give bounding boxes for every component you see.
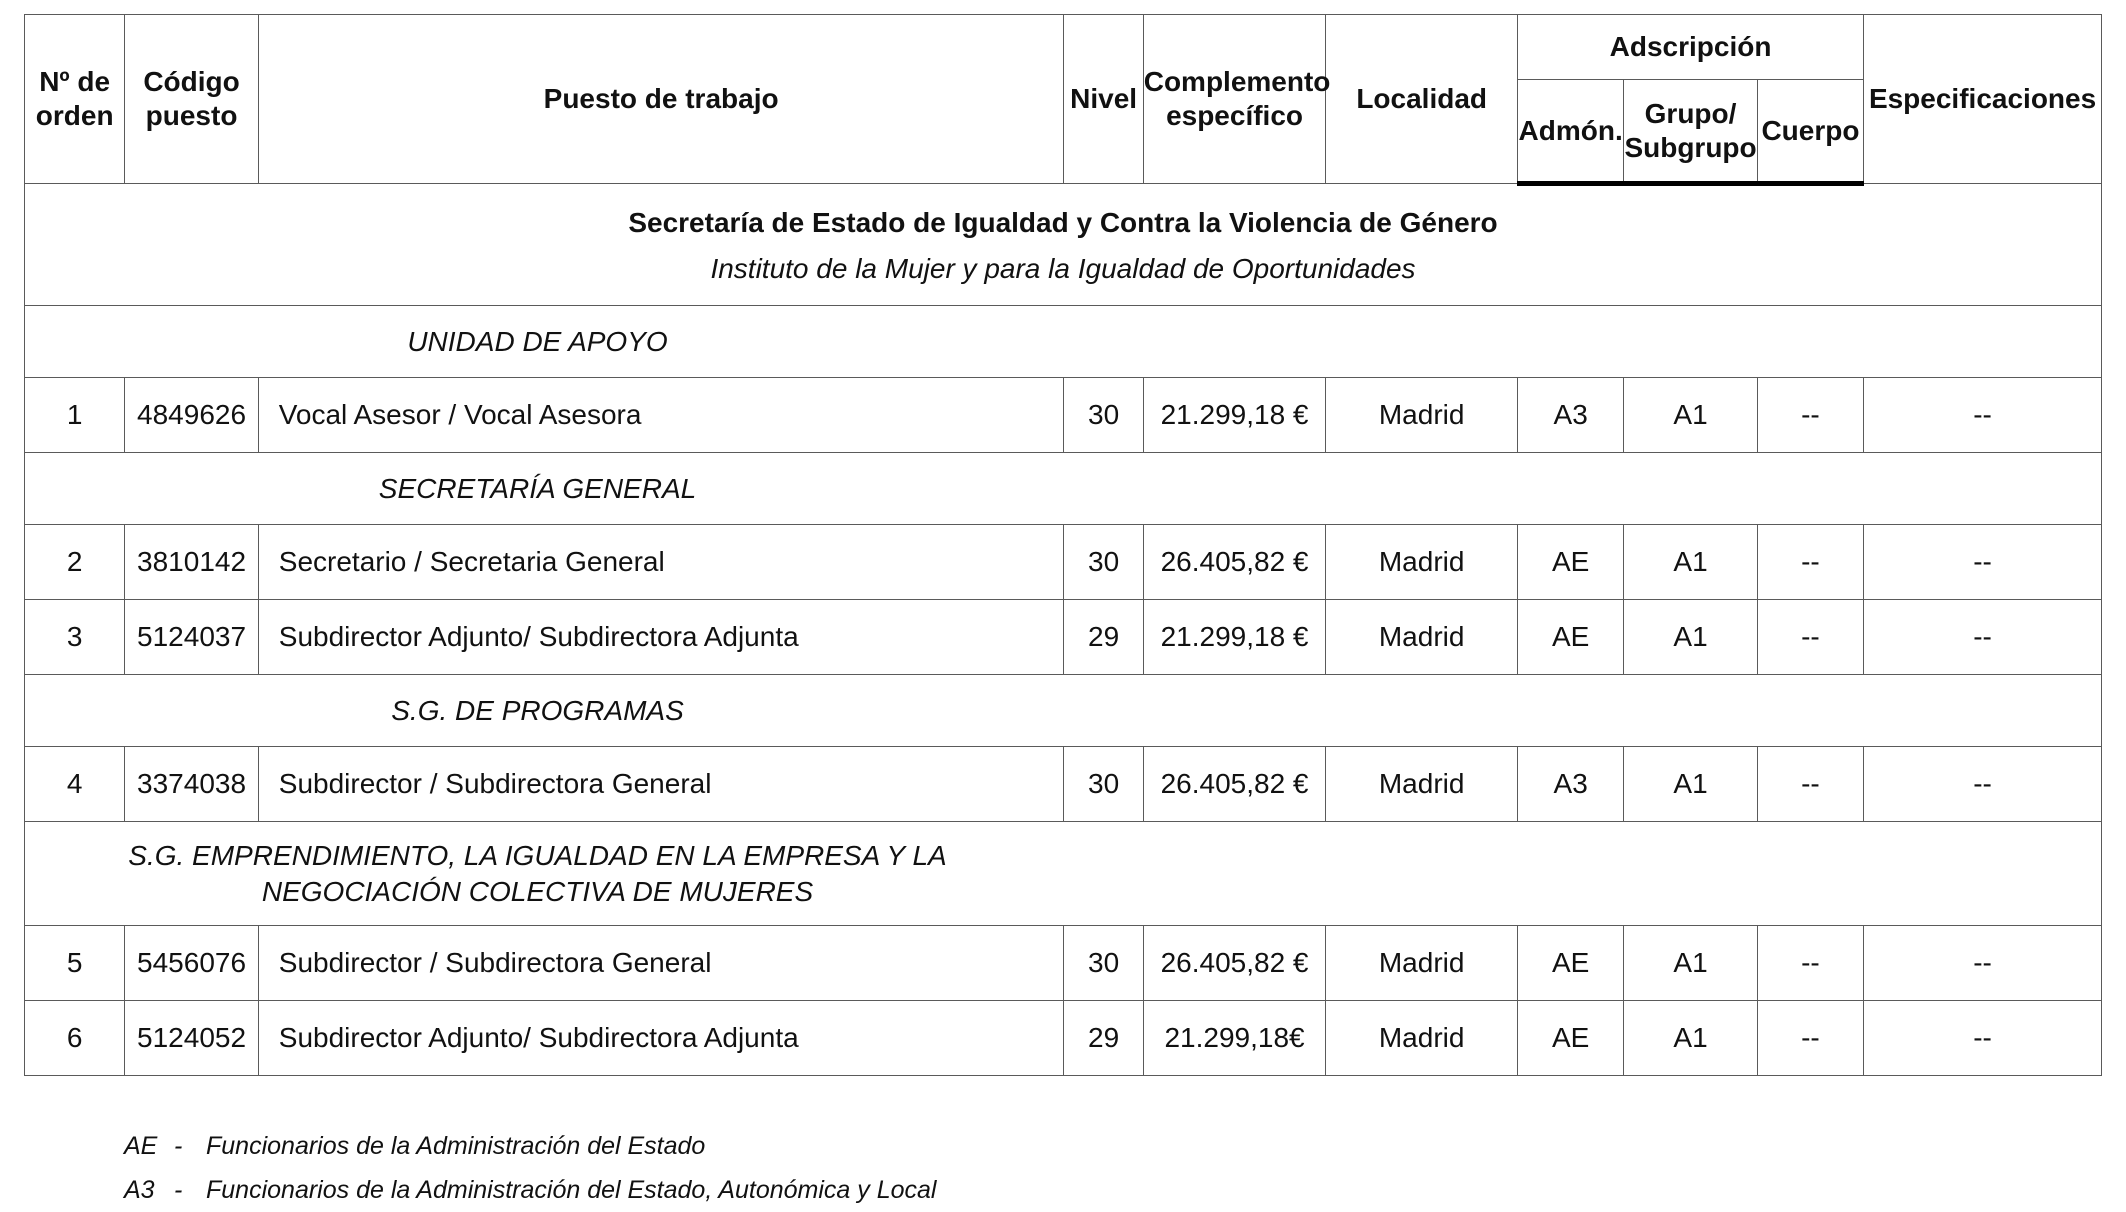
cell-grupo: A1 [1624,1001,1757,1076]
cell-orden: 6 [25,1001,125,1076]
legend-dash: - [174,1132,183,1160]
header-especificaciones: Especificaciones [1864,15,2102,184]
cell-codigo: 4849626 [125,378,258,453]
table-row [25,926,2102,1001]
cell-complemento: 26.405,82 € [1143,926,1326,1001]
cell-nivel: 29 [1064,600,1143,675]
cell-orden: 2 [25,525,125,600]
section-label: SECRETARÍA GENERAL [378,472,697,504]
cell-especificaciones: -- [1864,525,2102,600]
cell-admon: AE [1517,525,1623,600]
header-localidad: Localidad [1326,15,1518,184]
header-orden: Nº de orden [25,15,125,184]
cell-complemento: 26.405,82 € [1143,747,1326,822]
cell-localidad: Madrid [1326,600,1518,675]
cell-codigo: 3810142 [125,525,258,600]
cell-puesto: Subdirector Adjunto/ Subdirectora Adjunta [258,1001,1064,1076]
cell-admon: AE [1517,600,1623,675]
cell-codigo: 5124037 [125,600,258,675]
header-nivel: Nivel [1064,15,1143,184]
cell-grupo: A1 [1624,378,1757,453]
cell-localidad: Madrid [1326,378,1518,453]
table-row [25,525,2102,600]
cell-especificaciones: -- [1864,378,2102,453]
cell-admon: A3 [1517,747,1623,822]
section-label-line1: S.G. EMPRENDIMIENTO, LA IGUALDAD EN LA EMPRESA Y LA [128,839,947,871]
cell-cuerpo: -- [1757,378,1863,453]
cell-nivel: 30 [1064,926,1143,1001]
cell-codigo: 5124052 [125,1001,258,1076]
cell-localidad: Madrid [1326,1001,1518,1076]
legend-item [124,1124,936,1168]
header-complemento: Complemento específico [1143,15,1326,184]
section-label: S.G. DE PROGRAMAS [391,694,684,726]
header-codigo: Código puesto [125,15,258,184]
cell-complemento: 26.405,82 € [1143,525,1326,600]
cell-admon: AE [1517,926,1623,1001]
header-cuerpo: Cuerpo [1757,80,1863,184]
section-label-line2: NEGOCIACIÓN COLECTIVA DE MUJERES [261,875,814,907]
organismo-title [25,184,2102,306]
cell-orden: 3 [25,600,125,675]
legend [124,1124,936,1212]
legend-text: Funcionarios de la Administración del Estado [206,1132,706,1160]
table-row [25,747,2102,822]
cell-grupo: A1 [1624,747,1757,822]
cell-especificaciones: -- [1864,926,2102,1001]
section-heading [25,822,2102,926]
cell-complemento: 21.299,18€ [1143,1001,1326,1076]
section-heading [25,675,2102,747]
cell-nivel: 30 [1064,378,1143,453]
cell-nivel: 29 [1064,1001,1143,1076]
legend-code: A3 [124,1176,155,1204]
header-puesto: Puesto de trabajo [258,15,1064,184]
instituto-subtitle: Instituto de la Mujer y para la Igualdad de Oportunidades [710,252,1416,284]
cell-complemento: 21.299,18 € [1143,378,1326,453]
cell-codigo: 3374038 [125,747,258,822]
section-heading [25,306,2102,378]
cell-grupo: A1 [1624,926,1757,1001]
cell-admon: A3 [1517,378,1623,453]
cell-codigo: 5456076 [125,926,258,1001]
legend-code: AE [124,1132,158,1160]
cell-cuerpo: -- [1757,600,1863,675]
secretaria-title: Secretaría de Estado de Igualdad y Contra la Violencia de Género [628,206,1498,238]
cell-puesto: Subdirector Adjunto/ Subdirectora Adjunta [258,600,1064,675]
cell-puesto: Secretario / Secretaria General [258,525,1064,600]
table-row [25,378,2102,453]
cell-puesto: Vocal Asesor / Vocal Asesora [258,378,1064,453]
cell-especificaciones: -- [1864,600,2102,675]
cell-localidad: Madrid [1326,525,1518,600]
cell-orden: 5 [25,926,125,1001]
cell-localidad: Madrid [1326,926,1518,1001]
section-label: UNIDAD DE APOYO [407,325,668,357]
cell-localidad: Madrid [1326,747,1518,822]
cell-orden: 1 [25,378,125,453]
table-row [25,1001,2102,1076]
cell-nivel: 30 [1064,525,1143,600]
section-heading [25,453,2102,525]
cell-cuerpo: -- [1757,1001,1863,1076]
cell-especificaciones: -- [1864,747,2102,822]
header-admon: Admón. [1517,80,1623,184]
table-row [25,600,2102,675]
cell-orden: 4 [25,747,125,822]
cell-grupo: A1 [1624,600,1757,675]
cell-cuerpo: -- [1757,525,1863,600]
cell-nivel: 30 [1064,747,1143,822]
cell-cuerpo: -- [1757,747,1863,822]
cell-puesto: Subdirector / Subdirectora General [258,926,1064,1001]
header-grupo: Grupo/ Subgrupo [1624,80,1757,184]
positions-table [24,14,2102,1076]
cell-puesto: Subdirector / Subdirectora General [258,747,1064,822]
cell-especificaciones: -- [1864,1001,2102,1076]
legend-item [124,1168,936,1212]
header-adscripcion: Adscripción [1517,15,1863,80]
legend-dash: - [174,1176,183,1204]
legend-text: Funcionarios de la Administración del Estado, Autonómica y Local [206,1176,937,1204]
cell-cuerpo: -- [1757,926,1863,1001]
cell-admon: AE [1517,1001,1623,1076]
cell-complemento: 21.299,18 € [1143,600,1326,675]
cell-grupo: A1 [1624,525,1757,600]
